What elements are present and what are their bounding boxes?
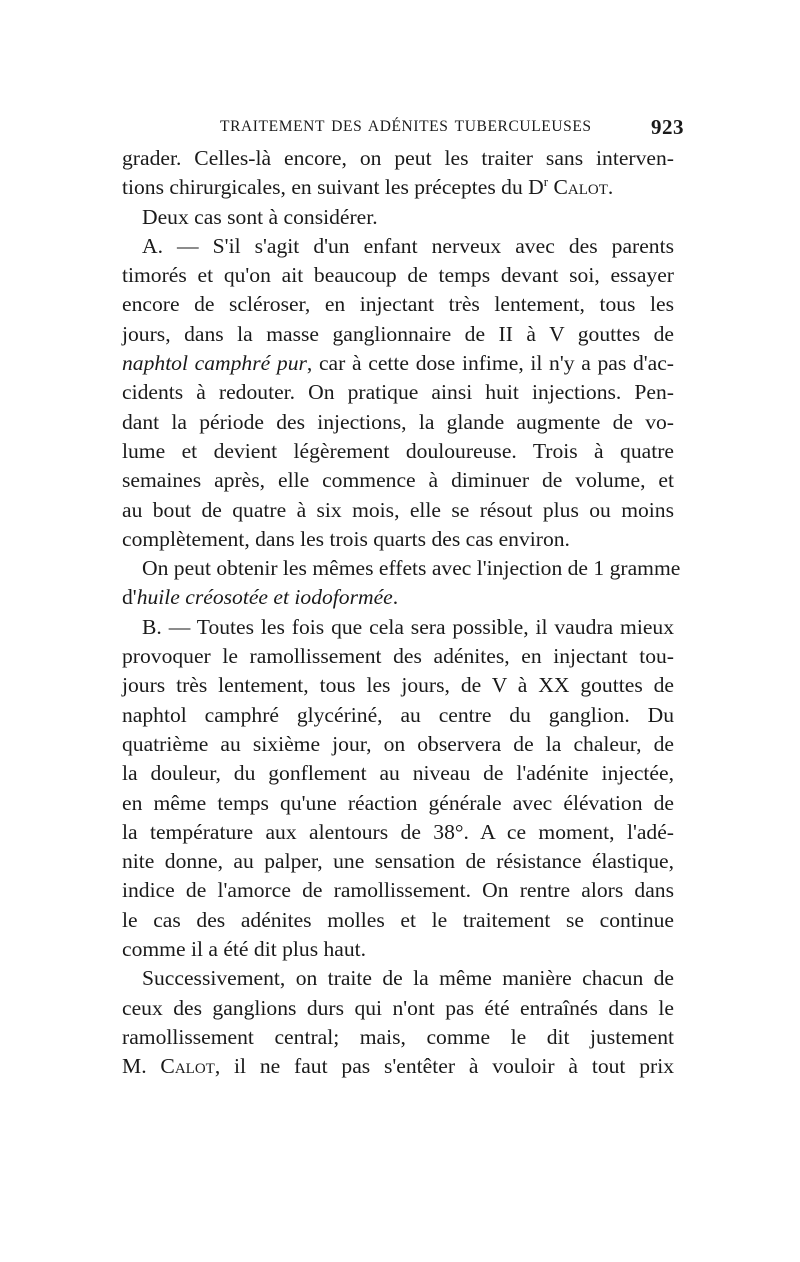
text-line bbox=[122, 525, 674, 554]
text-line bbox=[122, 466, 674, 495]
text-segment: nite donne, au palper, une sensation de résistance élastique, bbox=[122, 849, 674, 874]
text-line bbox=[122, 671, 674, 700]
text-line bbox=[122, 876, 674, 905]
text-segment: On peut obtenir les mêmes effets avec l'injection de 1 gramme bbox=[142, 556, 681, 581]
text-line bbox=[122, 613, 674, 642]
text-line bbox=[122, 642, 674, 671]
author-name: Calot bbox=[553, 175, 608, 200]
text-segment: d' bbox=[122, 585, 137, 610]
text-segment: lume et devient légèrement douloureuse. Trois à quatre bbox=[122, 438, 674, 463]
body-text bbox=[122, 144, 681, 1082]
text-segment: provoquer le ramollissement des adénites, en injectant tou- bbox=[122, 644, 674, 669]
page-header bbox=[220, 116, 684, 140]
text-segment: timorés et qu'on ait beaucoup de temps devant soi, essayer bbox=[122, 263, 674, 288]
text-line bbox=[122, 203, 674, 232]
text-segment: , car à cette dose infime, il n'y a pas d'ac- bbox=[306, 351, 674, 376]
text-segment: tions chirurgicales, en suivant les préceptes du D bbox=[122, 175, 544, 200]
text-line bbox=[122, 759, 674, 788]
text-line bbox=[122, 1023, 674, 1052]
text-line bbox=[122, 554, 681, 583]
text-line bbox=[122, 994, 674, 1023]
text-segment: le cas des adénites molles et le traitement se continue bbox=[122, 907, 674, 932]
text-line bbox=[122, 847, 674, 876]
text-segment: grader. Celles-là encore, on peut les traiter sans interven- bbox=[122, 146, 674, 170]
text-line bbox=[122, 906, 674, 935]
text-line bbox=[122, 964, 674, 993]
text-segment: au bout de quatre à six mois, elle se résout plus ou moins bbox=[122, 497, 674, 522]
author-name: Calot bbox=[160, 1054, 215, 1079]
text-segment: jours très lentement, tous les jours, de V à XX gouttes de bbox=[122, 673, 674, 698]
text-segment: Deux cas sont à considérer. bbox=[142, 204, 378, 229]
text-line bbox=[122, 232, 674, 261]
text-line bbox=[122, 437, 674, 466]
text-segment: ceux des ganglions durs qui n'ont pas été entraînés dans le bbox=[122, 995, 674, 1020]
text-line bbox=[122, 144, 674, 173]
text-line bbox=[122, 378, 674, 407]
text-segment: jours, dans la masse ganglionnaire de II à V gouttes de bbox=[122, 321, 674, 346]
text-segment: M. bbox=[122, 1054, 161, 1079]
text-segment: la température aux alentours de 38°. A ce moment, l'adé- bbox=[122, 819, 674, 844]
page-number: 923 bbox=[651, 115, 684, 139]
text-line bbox=[122, 290, 674, 319]
text-segment: complètement, dans les trois quarts des cas environ. bbox=[122, 526, 570, 551]
text-segment: r bbox=[543, 174, 549, 190]
text-line bbox=[122, 320, 674, 349]
text-segment: B. — Toutes les fois que cela sera possible, il vaudra mieux bbox=[142, 614, 674, 639]
text-segment: comme il a été dit plus haut. bbox=[122, 937, 367, 962]
text-line bbox=[122, 349, 674, 378]
text-line bbox=[122, 935, 674, 964]
text-line bbox=[122, 818, 674, 847]
text-segment: . bbox=[607, 175, 614, 200]
italic-term: naphtol camphré pur bbox=[122, 351, 307, 376]
text-segment: , il ne faut pas s'entêter à vouloir à tout prix bbox=[214, 1054, 675, 1079]
text-line bbox=[122, 261, 674, 290]
text-segment: ramollissement central; mais, comme le dit justement bbox=[122, 1024, 674, 1049]
text-segment: cidents à redouter. On pratique ainsi huit injections. Pen- bbox=[122, 380, 674, 405]
text-line bbox=[122, 789, 674, 818]
text-line bbox=[122, 730, 674, 759]
text-segment: indice de l'amorce de ramollissement. On rentre alors dans bbox=[122, 878, 674, 903]
text-line bbox=[122, 583, 674, 612]
text-line bbox=[122, 496, 674, 525]
text-segment: quatrième au sixième jour, on observera de la chaleur, de bbox=[122, 731, 674, 756]
text-segment: encore de scléroser, en injectant très lentement, tous les bbox=[122, 292, 674, 317]
text-segment: dant la période des injections, la glande augmente de vo- bbox=[122, 409, 674, 434]
text-segment: semaines après, elle commence à diminuer de volume, et bbox=[122, 468, 674, 493]
text-line bbox=[122, 701, 674, 730]
text-segment: naphtol camphré glycériné, au centre du ganglion. Du bbox=[122, 702, 674, 727]
text-line bbox=[122, 173, 674, 202]
running-title: TRAITEMENT DES ADÉNITES TUBERCULEUSES bbox=[220, 118, 592, 135]
text-line bbox=[122, 408, 674, 437]
italic-term: huile créosotée et iodoformée bbox=[136, 585, 393, 610]
text-segment: la douleur, du gonflement au niveau de l'adénite injectée, bbox=[122, 761, 674, 786]
text-segment: en même temps qu'une réaction générale avec élévation de bbox=[122, 790, 674, 815]
text-segment: A. — S'il s'agit d'un enfant nerveux avec des parents bbox=[142, 233, 674, 258]
text-segment: . bbox=[392, 585, 399, 610]
text-line bbox=[122, 1052, 674, 1081]
text-segment: Successivement, on traite de la même manière chacun de bbox=[142, 966, 674, 991]
